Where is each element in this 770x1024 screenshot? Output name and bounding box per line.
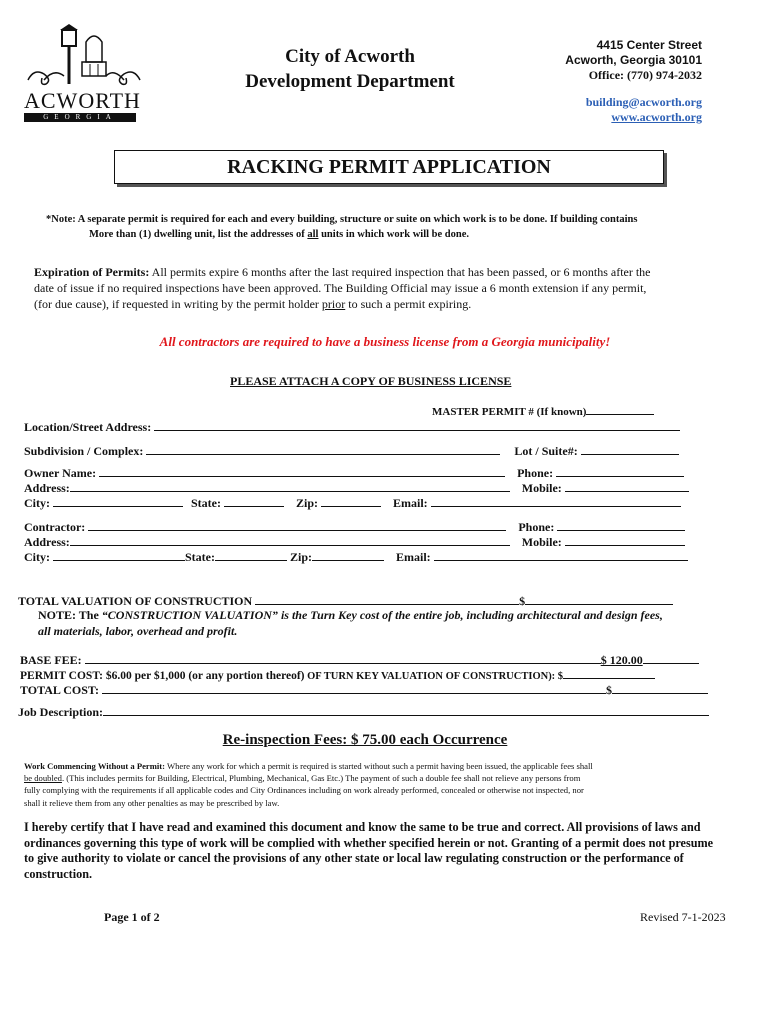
logo-name: ACWORTH: [24, 88, 141, 113]
note-line2: More than (1) dwelling unit, list the addresses of: [89, 229, 308, 240]
note-line1: *Note: A separate permit is required for each and every building, structure or suite on which work is to be done. If building contains: [46, 214, 638, 225]
permit-cost-field[interactable]: [563, 666, 655, 679]
expiration-prior: prior: [321, 297, 346, 311]
valuation-field[interactable]: [255, 592, 519, 605]
contractor-state-field[interactable]: [215, 548, 287, 561]
certify-line1: I hereby certify that I have read and examined this document and know the same to be true and correct. All provisions of laws and: [24, 820, 701, 834]
owner-email-field[interactable]: [431, 494, 681, 507]
owner-name-field[interactable]: [99, 464, 505, 477]
contractor-address-field[interactable]: [70, 533, 510, 546]
owner-city-label: City:: [24, 496, 50, 510]
contractor-zip-label: Zip:: [290, 550, 313, 564]
total-cost-field[interactable]: [612, 681, 708, 694]
address-line1: 4415 Center Street: [596, 38, 702, 52]
permit-cost-rest: OF TURN KEY VALUATION OF CONSTRUCTION): $: [304, 671, 564, 682]
owner-state-field[interactable]: [224, 494, 284, 507]
valuation-note-term: “CONSTRUCTION VALUATION”: [101, 608, 278, 622]
certify-line2: ordinances governing this type of work will be complied with whether specified herein or not. Granting of a permit does not presume: [24, 835, 714, 850]
owner-mobile-field[interactable]: [565, 479, 689, 492]
work-commencing-text1: Where any work for which a permit is required is started without such a permit having been issued, the applicable fees shall: [165, 761, 593, 771]
title-box: [114, 150, 664, 184]
work-commencing-text2: . (This includes permits for Building, Electrical, Plumbing, Mechanical, Gas Etc.) The payment of such a double fee shall not relieve any persons from: [61, 773, 581, 784]
valuation-note-post: is the Turn Key cost of the entire job, including architectural and design fees,: [277, 608, 663, 622]
location-label: Location/Street Address:: [24, 420, 152, 434]
department-name: Development Department: [245, 71, 455, 92]
contractor-zip-field[interactable]: [312, 548, 384, 561]
contractor-city-label: City:: [24, 550, 50, 564]
base-fee-line: [85, 651, 601, 664]
expiration-text2: date of issue if no required inspections have been approved. The Building Official may issue a 6 month extension if any permit,: [34, 281, 647, 295]
contractor-phone-label: Phone:: [518, 520, 555, 534]
subdivision-label: Subdivision / Complex:: [24, 444, 144, 458]
website-link[interactable]: www.acworth.org: [611, 110, 702, 124]
contractor-city-field[interactable]: [53, 548, 185, 561]
owner-mobile-label: Mobile:: [521, 481, 562, 495]
revised-date: Revised 7-1-2023: [640, 910, 726, 924]
work-commencing-text4: shall it relieve them from any other penalties as may be prescribed by law.: [24, 797, 280, 808]
owner-address-field[interactable]: [70, 479, 510, 492]
owner-phone-label: Phone:: [517, 466, 554, 480]
valuation-note2: all materials, labor, overhead and profit.: [38, 624, 238, 638]
owner-zip-label: Zip:: [296, 496, 319, 510]
note-line2-end: units in which work will be done.: [318, 229, 470, 240]
expiration-text3: (for due cause), if requested in writing by the permit holder: [34, 297, 322, 311]
email-link[interactable]: building@acworth.org: [585, 95, 702, 109]
owner-email-label: Email:: [393, 496, 428, 510]
lot-label: Lot / Suite#:: [514, 444, 578, 458]
job-description-label: Job Description:: [18, 705, 103, 719]
logo-sub: GEORGIA: [24, 113, 136, 122]
contractor-label: Contractor:: [24, 520, 86, 534]
acworth-logo: [24, 22, 144, 121]
contractor-state-label: State:: [185, 550, 215, 564]
contractor-mobile-field[interactable]: [565, 533, 685, 546]
permit-cost-label: PERMIT COST: $6.00 per $1,000 (or any portion thereof): [20, 670, 305, 682]
owner-zip-field[interactable]: [321, 494, 381, 507]
contractor-address-label: Address:: [24, 535, 70, 549]
total-cost-line: [102, 681, 606, 694]
total-cost-label: TOTAL COST:: [20, 683, 100, 697]
work-commencing-text3: fully complying with the requirements if all applicable codes and City Ordinances including on work already performed, concealed or otherwise not inspected, nor: [24, 785, 584, 796]
owner-name-label: Owner Name:: [24, 466, 97, 480]
subdivision-field[interactable]: [146, 442, 500, 455]
valuation-note-pre: NOTE: The: [38, 608, 102, 622]
valuation-amount-field[interactable]: [525, 592, 673, 605]
expiration-text1: All permits expire 6 months after the last required inspection that has been passed, or 6 months after the: [149, 265, 651, 279]
certify-line3: to give authority to violate or cancel the provisions of any other state or local law regulating construction or the performance of: [24, 851, 684, 865]
lot-field[interactable]: [581, 442, 679, 455]
office-phone: Office: (770) 974-2032: [588, 68, 702, 82]
certify-line4: construction.: [24, 866, 93, 881]
contractor-email-field[interactable]: [434, 548, 688, 561]
work-commencing-label: Work Commencing Without a Permit:: [24, 761, 165, 771]
owner-phone-field[interactable]: [556, 464, 684, 477]
address-line2: Acworth, Georgia 30101: [565, 53, 702, 67]
city-name: City of Acworth: [285, 46, 415, 67]
owner-state-label: State:: [191, 496, 221, 510]
page-number: Page 1 of 2: [104, 910, 160, 924]
contractor-notice: All contractors are required to have a business license from a Georgia municipality!: [159, 334, 611, 349]
base-fee-value: $ 120.00: [600, 653, 643, 667]
location-field[interactable]: [154, 418, 680, 431]
base-fee-trail: [643, 651, 699, 664]
expiration-label: Expiration of Permits:: [34, 265, 150, 279]
page-title: RACKING PERMIT APPLICATION: [227, 156, 551, 178]
contractor-email-label: Email:: [396, 550, 431, 564]
expiration-text3-end: to such a permit expiring.: [345, 297, 472, 311]
owner-city-field[interactable]: [53, 494, 183, 507]
reinspection-fee: Re-inspection Fees: $ 75.00 each Occurrence: [222, 732, 508, 748]
work-commencing-doubled: be doubled: [24, 773, 62, 784]
valuation-label: TOTAL VALUATION OF CONSTRUCTION: [18, 594, 253, 608]
note-all: all: [307, 229, 319, 240]
job-description-field[interactable]: [103, 703, 709, 716]
attach-notice: PLEASE ATTACH A COPY OF BUSINESS LICENSE: [230, 374, 512, 388]
owner-address-label: Address:: [24, 481, 70, 495]
base-fee-label: BASE FEE:: [20, 653, 82, 667]
master-permit-label: MASTER PERMIT # (If known): [432, 406, 587, 418]
total-cost-dollar: $: [606, 683, 613, 697]
contractor-field[interactable]: [88, 518, 506, 531]
master-permit-field[interactable]: [586, 402, 654, 415]
lamp-post-icon: [24, 22, 144, 90]
contractor-mobile-label: Mobile:: [521, 535, 562, 549]
valuation-dollar: $: [519, 594, 526, 608]
contractor-phone-field[interactable]: [557, 518, 685, 531]
